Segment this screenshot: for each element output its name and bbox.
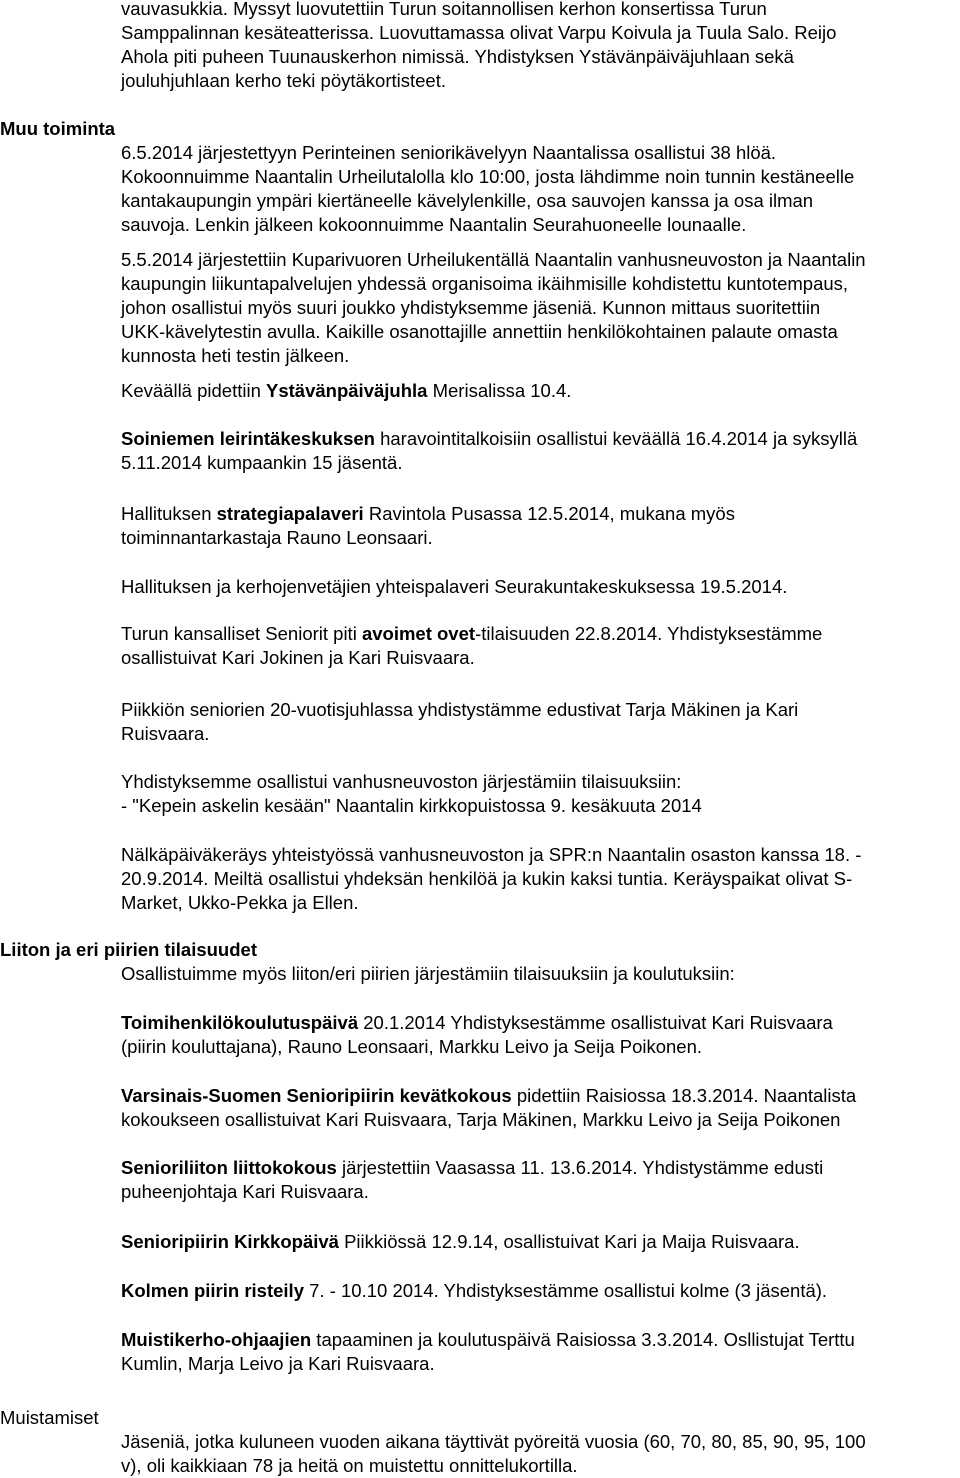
text-line: kantakaupungin ympäri kiertäneelle kävelylenkille, osa sauvojen kanssa ja osa ilman xyxy=(121,190,814,211)
text-span: pidettiin Raisiossa 18.3.2014. Naantalista xyxy=(511,1085,857,1106)
kuntotempaus-paragraph xyxy=(121,248,952,368)
leirintakeskus-paragraph xyxy=(121,427,952,475)
bold-event-name: strategiapalaveri xyxy=(216,503,364,524)
section-heading-muu-toiminta: Muu toiminta xyxy=(0,118,116,139)
text-line: - "Kepein askelin kesään" Naantalin kirkkopuistossa 9. kesäkuuta 2014 xyxy=(121,795,702,816)
muistamiset-paragraph xyxy=(121,1430,952,1478)
text-span: järjestettiin Vaasassa 11. 13.6.2014. Yhdistystämme edusti xyxy=(336,1157,824,1178)
text-span: Turun kansalliset Seniorit piti xyxy=(121,623,362,644)
intro-line: Ahola piti puheen Tuunauskerhon nimissä. Yhdistyksen Ystävänpäiväjuhlaan sekä xyxy=(121,46,794,67)
text-line xyxy=(121,379,952,403)
text-line: Kokoonnuimme Naantalin Urheilutalolla klo 10:00, josta lähdimme noin tunnin kestäneelle xyxy=(121,166,855,187)
text-line: Yhdistyksemme osallistui vanhusneuvoston järjestämiin tilaisuuksiin: xyxy=(121,771,682,792)
text-line: johon osallistui myös suuri joukko yhdistyksemme jäseniä. Kunnon mittaus suoritettiin xyxy=(121,297,821,318)
liittokokous-paragraph xyxy=(121,1156,952,1204)
text-line: puheenjohtaja Kari Ruisvaara. xyxy=(121,1181,369,1202)
text-line: v), oli kaikkiaan 78 ja heitä on muistettu onnittelukortilla. xyxy=(121,1455,578,1476)
text-line xyxy=(121,1279,952,1303)
yhteispalaveri-paragraph xyxy=(121,575,952,599)
bold-event-name: Senioripiirin Kirkkopäivä xyxy=(121,1231,339,1252)
intro-paragraph xyxy=(121,0,952,93)
vanhusneuvosto-paragraph xyxy=(121,770,952,818)
text-line xyxy=(121,1011,952,1035)
kirkkopaiva-paragraph xyxy=(121,1230,952,1254)
text-line: toiminnantarkastaja Rauno Leonsaari. xyxy=(121,527,433,548)
muistikerho-paragraph xyxy=(121,1328,952,1376)
text-span: Keväällä pidettiin xyxy=(121,380,267,401)
text-span: 20.1.2014 Yhdistyksestämme osallistuivat Kari Ruisvaara xyxy=(358,1012,833,1033)
intro-line: jouluhjuhlaan kerho teki pöytäkortisteet. xyxy=(121,70,446,91)
bold-event-name: Soiniemen leirintäkeskuksen xyxy=(121,428,375,449)
piikkio-paragraph xyxy=(121,698,952,746)
text-span: -tilaisuuden 22.8.2014. Yhdistyksestämme xyxy=(475,623,823,644)
text-span: Hallituksen xyxy=(121,503,217,524)
text-span: tapaaminen ja koulutuspäivä Raisiossa 3.3.2014. Osllistujat Terttu xyxy=(311,1329,855,1350)
ystavanpaivajuhla-paragraph xyxy=(121,379,952,403)
text-line: Hallituksen ja kerhojenvetäjien yhteispalaveri Seurakuntakeskuksessa 19.5.2014. xyxy=(121,576,788,597)
text-line xyxy=(121,1156,952,1180)
text-line: Market, Ukko-Pekka ja Ellen. xyxy=(121,892,359,913)
bold-event-name: Toimihenkilökoulutuspäivä xyxy=(121,1012,359,1033)
text-line: (piirin kouluttajana), Rauno Leonsaari, Markku Leivo ja Seija Poikonen. xyxy=(121,1036,703,1057)
bold-event-name: Muistikerho-ohjaajien xyxy=(121,1329,312,1350)
text-span: Ravintola Pusassa 12.5.2014, mukana myös xyxy=(363,503,735,524)
liitto-intro xyxy=(121,962,952,986)
section-heading-muistamiset: Muistamiset xyxy=(0,1407,99,1428)
intro-line: vauvasukkia. Myssyt luovutettiin Turun soitannollisen kerhon konsertissa Turun xyxy=(121,0,767,19)
text-line xyxy=(121,502,952,526)
bold-event-name: Senioriliiton liittokokous xyxy=(121,1157,337,1178)
kevatkokous-paragraph xyxy=(121,1084,952,1132)
text-span: 7. - 10.10 2014. Yhdistyksestämme osallistui kolme (3 jäsentä). xyxy=(304,1280,828,1301)
text-line: kunnosta heti testin jälkeen. xyxy=(121,345,350,366)
strategiapalaveri-paragraph xyxy=(121,502,952,550)
text-line xyxy=(121,1230,952,1254)
text-span: Piikkiössä 12.9.14, osallistuivat Kari ja Maija Ruisvaara. xyxy=(338,1231,800,1252)
risteily-paragraph xyxy=(121,1279,952,1303)
text-line: Ruisvaara. xyxy=(121,723,210,744)
bold-event-name: avoimet ovet xyxy=(361,623,476,644)
text-span: haravointitalkoisiin osallistui keväällä 16.4.2014 ja syksyllä xyxy=(374,428,858,449)
text-line: 5.5.2014 järjestettiin Kuparivuoren Urheilukentällä Naantalin vanhusneuvoston ja Naantalin xyxy=(121,249,866,270)
text-line: Nälkäpäiväkeräys yhteistyössä vanhusneuvoston ja SPR:n Naantalin osaston kanssa 18. - xyxy=(121,844,862,865)
nalkapaivakerays-paragraph xyxy=(121,843,952,915)
text-line: kaupungin liikuntapalvelujen yhdessä organisoima ikäihmisille kohdistettu kuntotempaus, xyxy=(121,273,849,294)
text-line xyxy=(121,1084,952,1108)
text-line: osallistuivat Kari Jokinen ja Kari Ruisvaara. xyxy=(121,647,475,668)
intro-line: Samppalinnan kesäteatterissa. Luovuttamassa olivat Varpu Koivula ja Tuula Salo. Reijo xyxy=(121,22,837,43)
text-line: Piikkiön seniorien 20-vuotisjuhlassa yhdistystämme edustivat Tarja Mäkinen ja Kari xyxy=(121,699,799,720)
text-span: Merisalissa 10.4. xyxy=(427,380,572,401)
text-line: UKK-kävelytestin avulla. Kaikille osanottajille annettiin henkilökohtainen palaute omasta xyxy=(121,321,838,342)
text-line: 6.5.2014 järjestettyyn Perinteinen seniorikävelyyn Naantalissa osallistui 38 hlöä. xyxy=(121,142,777,163)
toimihenkilokoulutus-paragraph xyxy=(121,1011,952,1059)
text-line xyxy=(121,622,952,646)
text-line xyxy=(121,1328,952,1352)
bold-event-name: Kolmen piirin risteily xyxy=(121,1280,304,1301)
text-line: sauvoja. Lenkin jälkeen kokoonnuimme Naantalin Seurahuoneelle lounaalle. xyxy=(121,214,747,235)
text-line: kokoukseen osallistuivat Kari Ruisvaara, Tarja Mäkinen, Markku Leivo ja Seija Poikonen xyxy=(121,1109,841,1130)
seniorikavely-paragraph xyxy=(121,141,952,237)
bold-event-name: Varsinais-Suomen Senioripiirin kevätkokous xyxy=(121,1085,512,1106)
text-line: Kumlin, Marja Leivo ja Kari Ruisvaara. xyxy=(121,1353,435,1374)
text-line xyxy=(121,427,952,451)
text-line: Osallistuimme myös liiton/eri piirien järjestämiin tilaisuuksiin ja koulutuksiin: xyxy=(121,963,735,984)
avoimet-ovet-paragraph xyxy=(121,622,952,670)
text-line: 5.11.2014 kumpaankin 15 jäsentä. xyxy=(121,452,403,473)
text-line: 20.9.2014. Meiltä osallistui yhdeksän henkilöä ja kukin kaksi tuntia. Keräyspaikat olivat S- xyxy=(121,868,853,889)
section-heading-liiton-tilaisuudet: Liiton ja eri piirien tilaisuudet xyxy=(0,939,257,960)
bold-event-name: Ystävänpäiväjuhla xyxy=(266,380,428,401)
text-line: Jäseniä, jotka kuluneen vuoden aikana täyttivät pyöreitä vuosia (60, 70, 80, 85, 90, 95, 100 xyxy=(121,1431,866,1452)
